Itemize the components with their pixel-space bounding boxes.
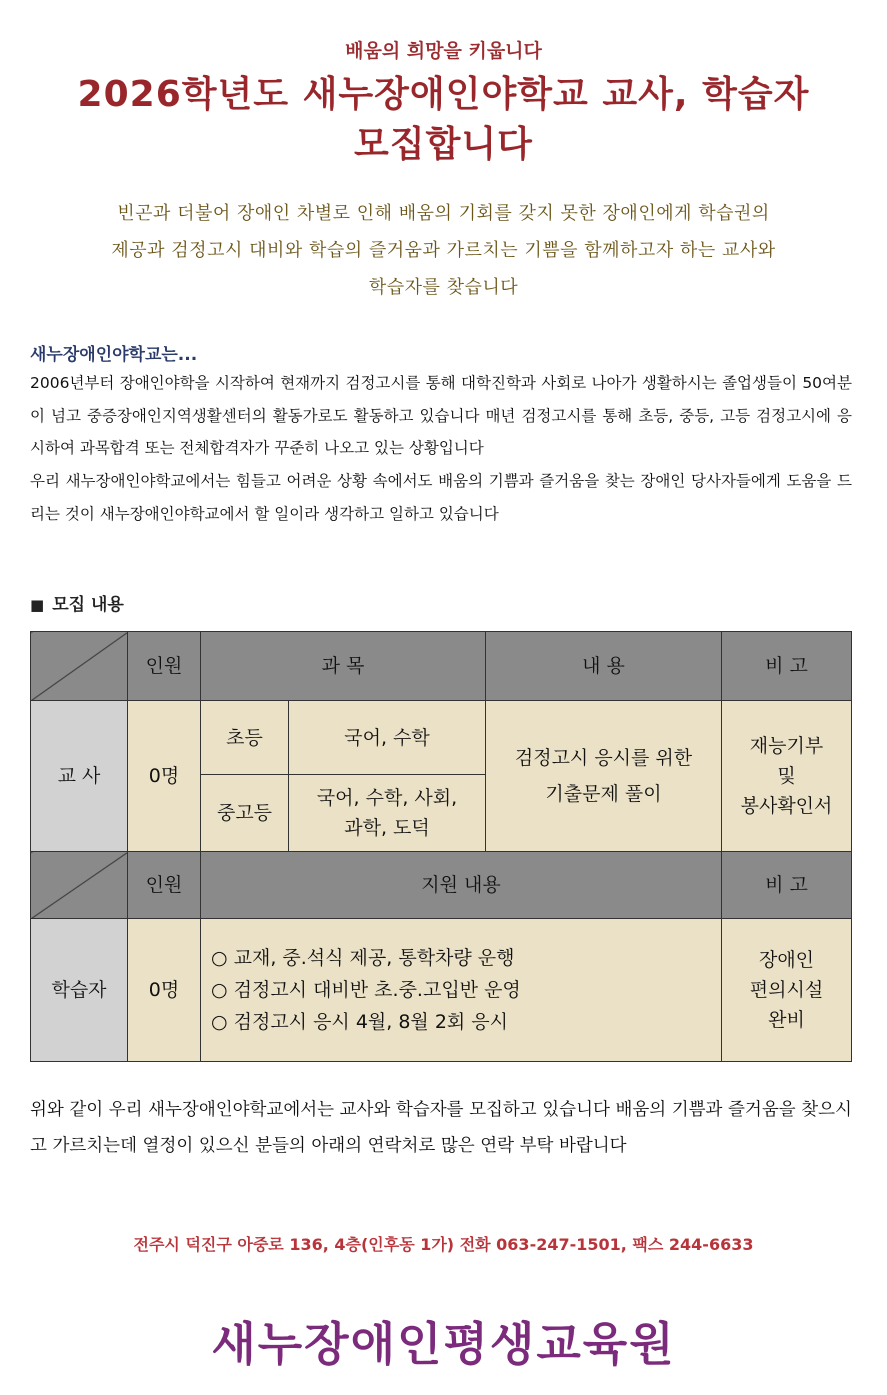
teacher-content (486, 701, 722, 852)
teacher-level-secondary: 중고등 (201, 775, 289, 852)
teacher-header-content: 내 용 (486, 632, 722, 701)
contact-info: 전주시 덕진구 아중로 136, 4층(인후동 1가) 전화 063-247-1501, 팩스 244-6633 (133, 1235, 754, 1254)
teacher-note-line-1: 재능기부 (749, 735, 824, 757)
teacher-content-line-1: 검정고시 응시를 위한 (514, 747, 693, 769)
teacher-level-elementary: 초등 (201, 701, 289, 775)
teacher-header-count: 인원 (128, 632, 201, 701)
teacher-row-label: 교 사 (31, 701, 128, 852)
teacher-note-line-2: 및 (777, 765, 796, 787)
recruitment-table (30, 631, 852, 1062)
organization-name: 새누장애인평생교육원 (211, 1317, 676, 1371)
teacher-secondary-subjects-line-2: 과학, 도덕 (344, 817, 430, 839)
teacher-note (722, 701, 852, 852)
teacher-header-subject: 과 목 (201, 632, 486, 701)
learner-note-line-1: 장애인 (758, 949, 815, 971)
learner-note (722, 919, 852, 1062)
teacher-count: 0명 (128, 701, 201, 852)
learner-count: 0명 (128, 919, 201, 1062)
title-line-1: 2026학년도 새누장애인야학교 교사, 학습자 (77, 74, 810, 115)
learner-header-corner (31, 852, 128, 919)
learner-note-line-2: 편의시설 (749, 979, 824, 1001)
learner-note-line-3: 완비 (768, 1009, 805, 1031)
teacher-header-note: 비 고 (722, 632, 852, 701)
teacher-note-line-3: 봉사확인서 (740, 795, 833, 817)
learner-support-list (201, 919, 722, 1062)
intro-line-2: 제공과 검정고시 대비와 학습의 즐거움과 가르치는 기쁨을 함께하고자 하는 교사와 (111, 240, 776, 261)
about-paragraph-2: 우리 새누장애인야학교에서는 힘들고 어려운 상황 속에서도 배움의 기쁨과 즐거움을 찾는 장애인 당사자들에게 도움을 드리는 것이 새누장애인야학교에서 할 일이라 생각하고 일하고 있습니다 (30, 472, 852, 523)
section-heading-label: 모집 내용 (52, 595, 124, 615)
teacher-secondary-subjects-line-1: 국어, 수학, 사회, (316, 787, 458, 809)
teacher-elementary-subjects: 국어, 수학 (289, 701, 486, 775)
learner-support-item: ○ 검정고시 응시 4월, 8월 2회 응시 (211, 1011, 509, 1033)
teacher-secondary-subjects (289, 775, 486, 852)
learner-row-label: 학습자 (31, 919, 128, 1062)
intro-line-1: 빈곤과 더불어 장애인 차별로 인해 배움의 기회를 갖지 못한 장애인에게 학습권의 (117, 203, 770, 224)
intro-text (30, 195, 857, 306)
learner-support-item: ○ 검정고시 대비반 초.중.고입반 운영 (211, 979, 521, 1001)
learner-header-count: 인원 (128, 852, 201, 919)
page-title (20, 70, 867, 170)
about-body (30, 367, 852, 531)
title-line-2: 모집합니다 (354, 124, 533, 165)
closing-text: 위와 같이 우리 새누장애인야학교에서는 교사와 학습자를 모집하고 있습니다 배움의 기쁨과 즐거움을 찾으시고 가르치는데 열정이 있으신 분들의 아래의 연락처로 많은 연락 부탁 바랍니다 (30, 1100, 852, 1156)
square-bullet-icon: ■ (30, 596, 45, 614)
about-paragraph-1: 2006년부터 장애인야학을 시작하여 현재까지 검정고시를 통해 대학진학과 사회로 나아가 생활하시는 졸업생들이 50여분이 넘고 중증장애인지역생활센터의 활동가로도 활동하고 있습니다 매년 검정고시를 통해 초등, 중등, 고등 검정고시에 응시하여 과목합격 또는 전체합격자가 꾸준히 나오고 있는 상황입니다 (30, 374, 852, 458)
learner-header-support: 지원 내용 (201, 852, 722, 919)
about-heading: 새누장애인야학교는... (30, 345, 198, 365)
slogan: 배움의 희망을 키웁니다 (345, 40, 542, 62)
teacher-content-line-2: 기출문제 풀이 (545, 783, 662, 805)
learner-header-note: 비 고 (722, 852, 852, 919)
learner-support-item: ○ 교재, 중.석식 제공, 통학차량 운행 (211, 947, 515, 969)
intro-line-3: 학습자를 찾습니다 (368, 277, 519, 298)
section-heading (30, 590, 124, 615)
teacher-header-corner (31, 632, 128, 701)
